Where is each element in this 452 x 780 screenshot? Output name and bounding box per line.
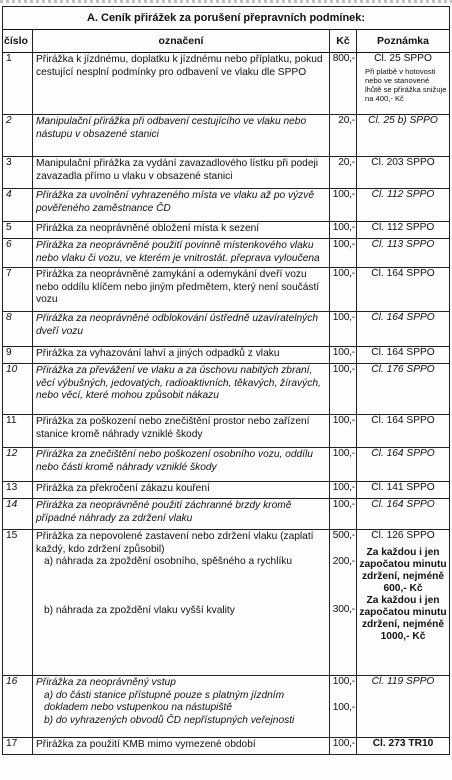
header-number: číslo <box>3 30 33 53</box>
fee-subitem-b: 300,- <box>332 604 355 616</box>
row-number: 8 <box>3 312 33 347</box>
table-row <box>3 415 450 448</box>
row-note: Čl. 25 b) SPPO <box>357 115 450 157</box>
row-description: Manipulační přirážka při odbavení cestujícího ve vlaku nebo nástupu v obsazené stanici <box>33 115 330 157</box>
row-description <box>33 530 330 676</box>
row-fee <box>330 530 357 676</box>
note-article: Čl. 25 SPPO <box>374 53 432 64</box>
surcharge-table <box>2 6 450 755</box>
row-note <box>357 53 450 115</box>
table-row <box>3 530 450 676</box>
row-number: 5 <box>3 222 33 239</box>
row-description: Přirážka za znečištění nebo poškození osobního vozu, oddílu nebo části kromě náhrady vzniklé škody <box>33 448 330 482</box>
table-row <box>3 499 450 530</box>
row-number: 3 <box>3 157 33 189</box>
note-subitem-a: Za každou i jen započatou minutu zdržení, nejméně 600,- Kč <box>359 546 447 594</box>
row-note: Čl. 119 SPPO <box>357 676 450 738</box>
table-row <box>3 268 450 312</box>
row-description: Přirážka za použití KMB mimo vymezené období <box>33 738 330 755</box>
row-note: Čl. 164 SPPO <box>357 312 450 347</box>
row-fee: 20,- <box>330 115 357 157</box>
fee-subitem-a: 200,- <box>332 555 355 567</box>
table-row <box>3 312 450 347</box>
header-description: označení <box>33 30 330 53</box>
row-number: 10 <box>3 364 33 415</box>
header-note: Poznámka <box>357 30 450 53</box>
row-fee: 100,- <box>330 499 357 530</box>
row-number: 12 <box>3 448 33 482</box>
row-number: 17 <box>3 738 33 755</box>
row-main-text: Přirážka za nepovolené zastavení nebo zdržení vlaku (zaplatí každý, kdo zdržení způsobil) <box>36 531 314 555</box>
table-row <box>3 157 450 189</box>
row-number: 15 <box>3 530 33 676</box>
row-description: Přirážka za poškození nebo znečištění prostor nebo zařízení stanice kromě náhrady vzniklé škody <box>33 415 330 448</box>
row-description: Přirážka za překročení zákazu kouření <box>33 482 330 499</box>
row-note <box>357 530 450 676</box>
row-description: Přirážka za neoprávněné zamykání a odemykání dveří vozu nebo oddílu klíčem nebo jiným předmětem, který není součástí vozu <box>33 268 330 312</box>
row-number: 11 <box>3 415 33 448</box>
row-description: Přirážka za neoprávněné použití záchranné brzdy kromě případné náhrady za zdržení vlaku <box>33 499 330 530</box>
row-note: Čl. 112 SPPO <box>357 222 450 239</box>
row-number: 6 <box>3 239 33 268</box>
row-fee: 20,- <box>330 157 357 189</box>
row-main-text: Přirážka za neoprávněný vstup <box>36 677 176 688</box>
fee-subitem-a: 100,- <box>332 676 355 687</box>
fee-main: 500,- <box>332 530 355 541</box>
row-note: Čl. 113 SPPO <box>357 239 450 268</box>
fee-subitem-b: 100,- <box>332 701 355 713</box>
row-description: Manipulační přirážka za vydání zavazadlového lístku při podeji zavazadla přímo u vlaku v obsazené stanici <box>33 157 330 189</box>
note-subitem-b: Za každou i jen započatou minutu zdržení, nejméně 1000,- Kč <box>359 594 447 642</box>
table-row <box>3 53 450 115</box>
row-fee: 100,- <box>330 189 357 222</box>
row-fee: 100,- <box>330 364 357 415</box>
table-row <box>3 448 450 482</box>
row-note: Čl. 203 SPPO <box>357 157 450 189</box>
table-row <box>3 364 450 415</box>
note-article: Čl. 126 SPPO <box>371 530 435 541</box>
table-row <box>3 738 450 755</box>
row-fee <box>330 676 357 738</box>
row-number: 9 <box>3 347 33 364</box>
table-row <box>3 676 450 738</box>
row-note: Čl. 164 SPPO <box>357 415 450 448</box>
row-number: 16 <box>3 676 33 738</box>
row-fee: 100,- <box>330 448 357 482</box>
row-description: Přirážka za neoprávněné obložení místa k sezení <box>33 222 330 239</box>
row-note: Čl. 164 SPPO <box>357 347 450 364</box>
table-row <box>3 222 450 239</box>
row-number: 4 <box>3 189 33 222</box>
table-row <box>3 115 450 157</box>
row-description: Přirážka za převážení ve vlaku a za úschovu nabitých zbraní, věcí výbušných, jedovatých, radioaktivních, těkavých, žíravých, nebo věcí, které mohou způsobit nákazu <box>33 364 330 415</box>
row-note: Čl. 164 SPPO <box>357 268 450 312</box>
row-fee: 100,- <box>330 239 357 268</box>
row-number: 7 <box>3 268 33 312</box>
table-row <box>3 482 450 499</box>
table-row <box>3 189 450 222</box>
row-subitem-b: b) do vyhrazených obvodů ČD nepřístupných veřejnosti <box>44 714 295 726</box>
header-row <box>3 30 450 53</box>
row-note: Čl. 176 SPPO <box>357 364 450 415</box>
note-detail: Při platbě v hotovosti nebo ve stanovené lhůtě se přirážka snižuje na 400,- Kč <box>365 66 447 103</box>
row-note: Čl. 164 SPPO <box>357 448 450 482</box>
row-note: Čl. 164 SPPO <box>357 499 450 530</box>
row-fee: 100,- <box>330 738 357 755</box>
table-row <box>3 347 450 364</box>
row-fee: 100,- <box>330 482 357 499</box>
header-fee: Kč <box>330 30 357 53</box>
table-row <box>3 239 450 268</box>
row-description: Přirážka za neoprávněné použití povinně místenkového vlaku nebo vlaku či vozu, ve kterém je vnitrostát. přeprava vyloučena <box>33 239 330 268</box>
row-description: Přirážka k jízdnému, doplatku k jízdnému nebo příplatku, pokud cestující nesplní podmínky pro odbavení ve vlaku dle SPPO <box>33 53 330 115</box>
row-subitem-a: a) náhrada za zpoždění osobního, spěšného a rychlíku <box>44 556 293 568</box>
row-fee: 800,- <box>330 53 357 115</box>
row-fee: 100,- <box>330 312 357 347</box>
row-description: Přirážka za uvolnění vyhrazeného místa ve vlaku až po výzvě pověřeného zaměstnance ČD <box>33 189 330 222</box>
row-description: Přirážka za vyhazování lahví a jiných odpadků z vlaku <box>33 347 330 364</box>
table-title: A. Ceník přirážek za porušení přepravních podmínek: <box>3 7 450 30</box>
top-border-fragment <box>0 0 452 3</box>
row-note: Čl. 141 SPPO <box>357 482 450 499</box>
row-description <box>33 676 330 738</box>
row-note: Čl. 273 TR10 <box>357 738 450 755</box>
row-fee: 100,- <box>330 222 357 239</box>
row-subitem-b: b) náhrada za zpoždění vlaku vyšší kvality <box>44 604 235 616</box>
row-number: 2 <box>3 115 33 157</box>
row-number: 1 <box>3 53 33 115</box>
row-fee: 100,- <box>330 268 357 312</box>
row-fee: 100,- <box>330 415 357 448</box>
row-number: 14 <box>3 499 33 530</box>
row-fee: 100,- <box>330 347 357 364</box>
row-note: Čl. 112 SPPO <box>357 189 450 222</box>
row-number: 13 <box>3 482 33 499</box>
row-description: Přirážka za neoprávněné odblokování ústředně uzavíratelných dveří vozu <box>33 312 330 347</box>
row-subitem-a: a) do části stanice přístupné pouze s platným jízdním dokladem nebo vstupenkou na nástupiště <box>44 689 285 714</box>
